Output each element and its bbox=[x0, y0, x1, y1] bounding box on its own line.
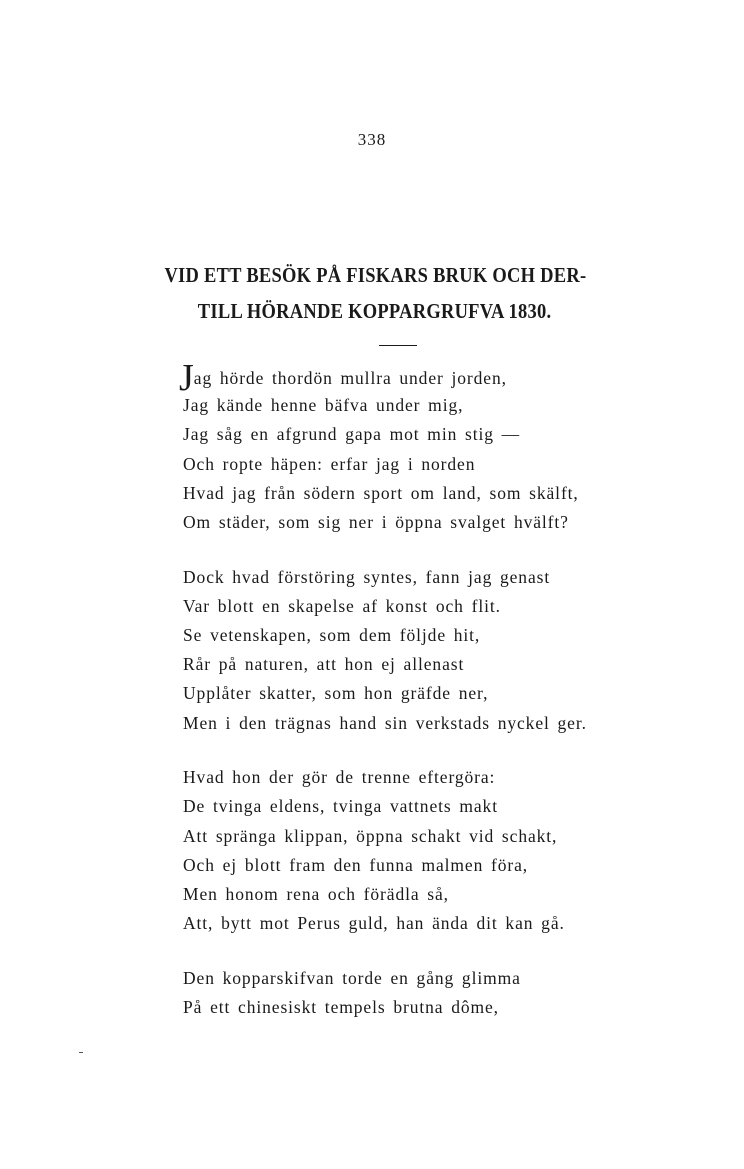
verse-line: Att spränga klippan, öppna schakt vid schakt, bbox=[183, 825, 558, 846]
poem-title bbox=[52, 257, 692, 329]
verse-line: Var blott en skapelse af konst och flit. bbox=[183, 595, 501, 616]
stanza-4 bbox=[183, 964, 683, 1022]
stanza-3 bbox=[183, 763, 683, 938]
verse-line: Hvad jag från södern sport om land, som skälft, bbox=[183, 482, 579, 503]
print-speck bbox=[79, 1052, 83, 1053]
verse-line: Jag kände henne bäfva under mig, bbox=[183, 395, 464, 416]
verse-line: Den kopparskifvan torde en gång glimma bbox=[183, 967, 521, 988]
verse-line: Upplåter skatter, som hon gräfde ner, bbox=[183, 683, 489, 704]
poem-title-line-1: VID ETT BESÖK PÅ FISKARS BRUK OCH DER- bbox=[164, 263, 587, 287]
verse-line: Men honom rena och förädla så, bbox=[183, 884, 449, 904]
verse-line: Dock hvad förstöring syntes, fann jag genast bbox=[183, 566, 551, 587]
stanza-1 bbox=[179, 357, 683, 537]
verse-line: Att, bytt mot Perus guld, han ända dit kan gå. bbox=[183, 913, 565, 934]
stanza-2 bbox=[183, 563, 683, 738]
verse-line: Jag såg en afgrund gapa mot min stig — bbox=[183, 424, 521, 445]
verse-line: Om städer, som sig ner i öppna svalget hvälft? bbox=[183, 511, 569, 532]
verse-line: Men i den trägnas hand sin verkstads nyckel ger. bbox=[183, 712, 587, 733]
verse-line: Se vetenskapen, som dem följde hit, bbox=[183, 625, 481, 645]
verse-line: De tvinga eldens, tvinga vattnets makt bbox=[183, 796, 498, 817]
verse-line: På ett chinesiskt tempels brutna dôme, bbox=[183, 997, 499, 1018]
page-number: 338 bbox=[357, 130, 387, 149]
verse-line: Och ej blott fram den funna malmen föra, bbox=[183, 854, 529, 875]
verse-line-text: ag hörde thordön mullra under jorden, bbox=[193, 368, 507, 388]
poem-title-line-2: TILL HÖRANDE KOPPARGRUFVA 1830. bbox=[197, 299, 552, 323]
drop-cap: J bbox=[179, 357, 194, 399]
poem-body bbox=[179, 357, 683, 1048]
verse-line: Rår på naturen, att hon ej allenast bbox=[183, 654, 465, 675]
verse-line bbox=[179, 357, 679, 399]
verse-line: Och ropte häpen: erfar jag i norden bbox=[183, 453, 476, 474]
title-divider bbox=[379, 345, 417, 346]
verse-line: Hvad hon der gör de trenne eftergöra: bbox=[183, 767, 496, 788]
